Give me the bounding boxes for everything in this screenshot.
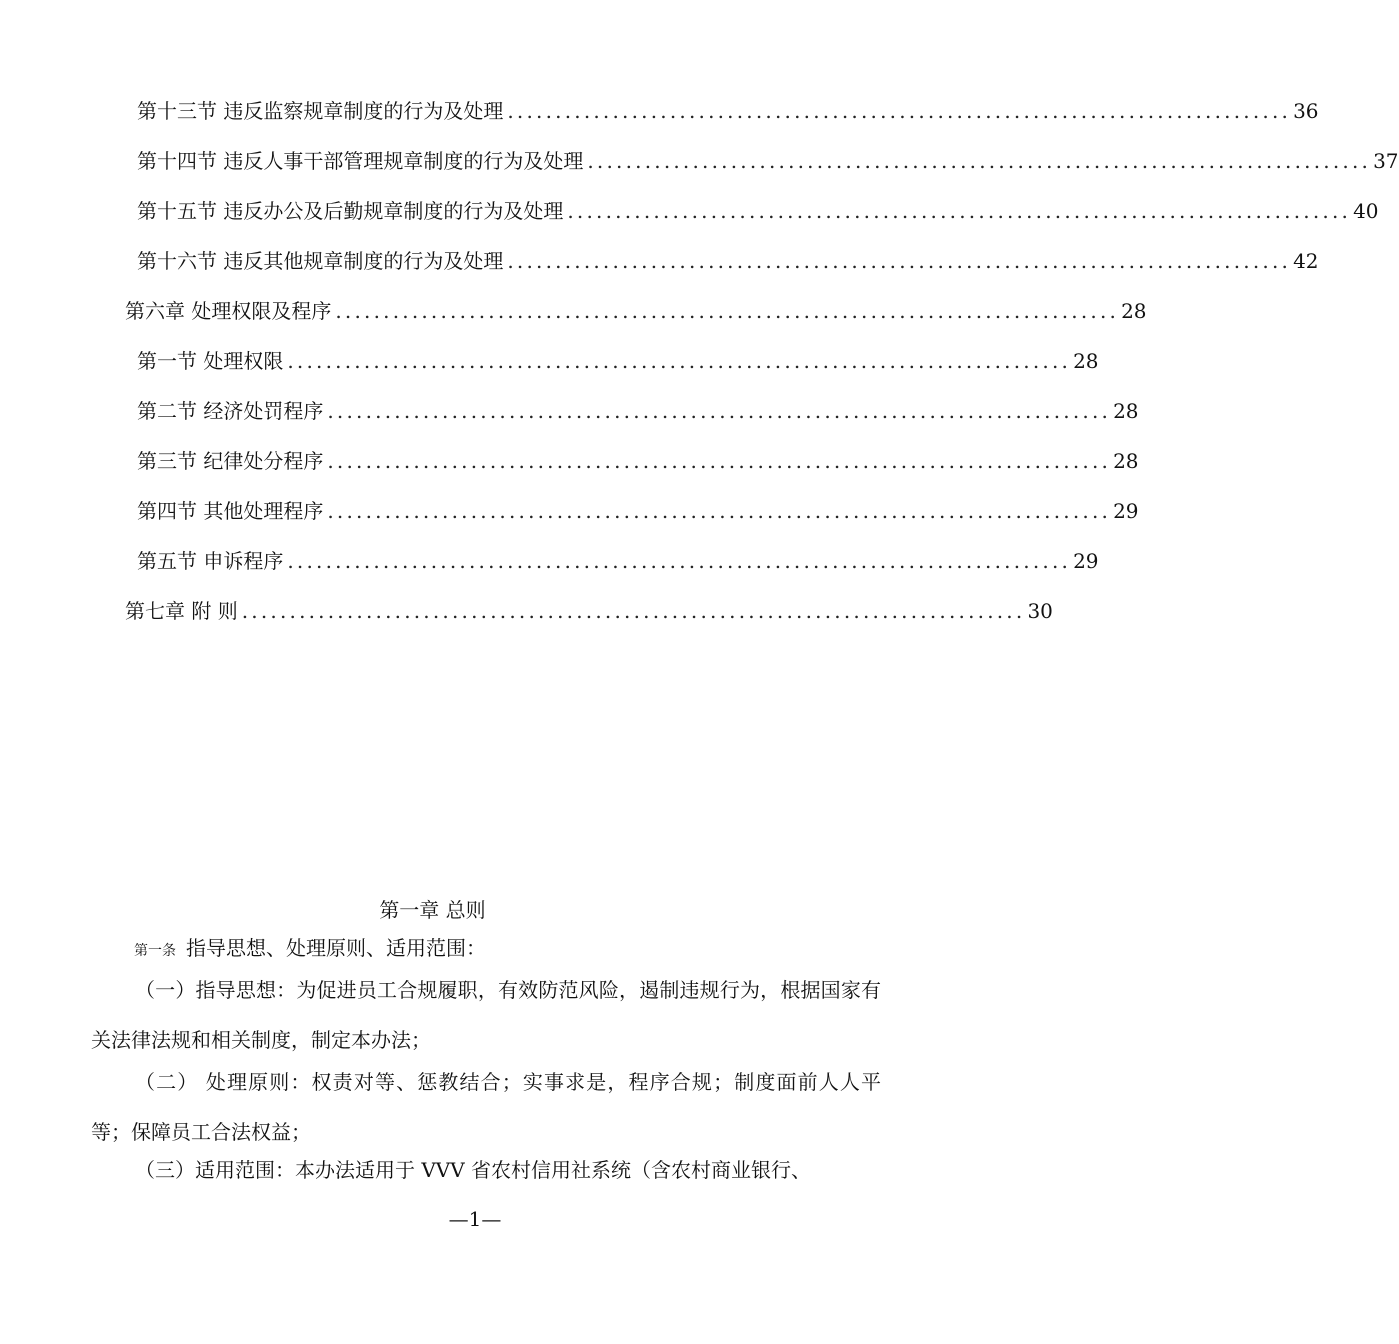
toc-entry-page: 29 xyxy=(1113,499,1139,523)
paragraph-scope: （三）适用范围：本办法适用于 VVV 省农村信用社系统（含农村商业银行、 xyxy=(135,1158,812,1182)
toc-leader-dots: .................................................................................. xyxy=(287,349,1072,373)
paragraph-guiding-thought: （一）指导思想：为促进员工合规履职，有效防范风险，遏制违规行为，根据国家有关法律法规和相关制度，制定本办法； xyxy=(91,978,881,1052)
toc-entry-section-13[interactable] xyxy=(137,97,1319,125)
toc-entry-page: 29 xyxy=(1073,549,1099,573)
toc-entry-label: 第十六节 违反其他规章制度的行为及处理 xyxy=(137,249,504,273)
toc-entry-label: 第十五节 违反办公及后勤规章制度的行为及处理 xyxy=(137,199,564,223)
toc-entry-page: 42 xyxy=(1293,249,1319,273)
toc-entry-section-15[interactable] xyxy=(137,197,1379,225)
toc-entry-label: 第十三节 违反监察规章制度的行为及处理 xyxy=(137,99,504,123)
toc-entry-label: 第七章 附 则 xyxy=(125,599,238,623)
article-number: 第一条 xyxy=(134,943,176,959)
toc-entry-page: 36 xyxy=(1293,99,1319,123)
toc-leader-dots: .................................................................................. xyxy=(287,549,1072,573)
paragraph-principles: （二） 处理原则：权责对等、惩教结合；实事求是，程序合规；制度面前人人平等；保障员工合法权益； xyxy=(91,1070,881,1144)
toc-entry-label: 第二节 经济处罚程序 xyxy=(137,399,324,423)
toc-entry-page: 37 xyxy=(1373,149,1399,173)
toc-entry-page: 28 xyxy=(1113,449,1139,473)
chapter-heading: 第一章 总则 xyxy=(379,898,486,922)
toc-leader-dots: .................................................................................. xyxy=(507,249,1292,273)
toc-entry-section-5[interactable] xyxy=(137,547,1099,575)
toc-entry-page: 28 xyxy=(1073,349,1099,373)
toc-entry-page: 28 xyxy=(1113,399,1139,423)
toc-leader-dots: .................................................................................. xyxy=(587,149,1372,173)
article-heading xyxy=(134,934,874,965)
toc-entry-label: 第一节 处理权限 xyxy=(137,349,284,373)
toc-leader-dots: .................................................................................. xyxy=(241,599,1026,623)
toc-leader-dots: .................................................................................. xyxy=(335,299,1120,323)
toc-entry-page: 40 xyxy=(1353,199,1379,223)
toc-leader-dots: .................................................................................. xyxy=(327,399,1112,423)
toc-entry-page: 28 xyxy=(1121,299,1147,323)
toc-leader-dots: .................................................................................. xyxy=(327,499,1112,523)
toc-leader-dots: .................................................................................. xyxy=(327,449,1112,473)
toc-entry-section-1[interactable] xyxy=(137,347,1099,375)
toc-entry-label: 第十四节 违反人事干部管理规章制度的行为及处理 xyxy=(137,149,584,173)
toc-entry-chapter-6[interactable] xyxy=(125,297,1147,325)
toc-entry-label: 第三节 纪律处分程序 xyxy=(137,449,324,473)
toc-entry-section-2[interactable] xyxy=(137,397,1139,425)
article-title: 指导思想、处理原则、适用范围： xyxy=(186,936,486,960)
toc-entry-label: 第四节 其他处理程序 xyxy=(137,499,324,523)
page-number-footer: —1— xyxy=(448,1207,502,1231)
toc-leader-dots: .................................................................................. xyxy=(507,99,1292,123)
toc-entry-section-14[interactable] xyxy=(137,147,1399,175)
toc-entry-page: 30 xyxy=(1027,599,1053,623)
toc-entry-label: 第六章 处理权限及程序 xyxy=(125,299,332,323)
toc-entry-section-3[interactable] xyxy=(137,447,1139,475)
toc-entry-chapter-7[interactable] xyxy=(125,597,1053,625)
toc-leader-dots: .................................................................................. xyxy=(567,199,1352,223)
toc-entry-section-16[interactable] xyxy=(137,247,1319,275)
toc-entry-section-4[interactable] xyxy=(137,497,1139,525)
toc-entry-label: 第五节 申诉程序 xyxy=(137,549,284,573)
